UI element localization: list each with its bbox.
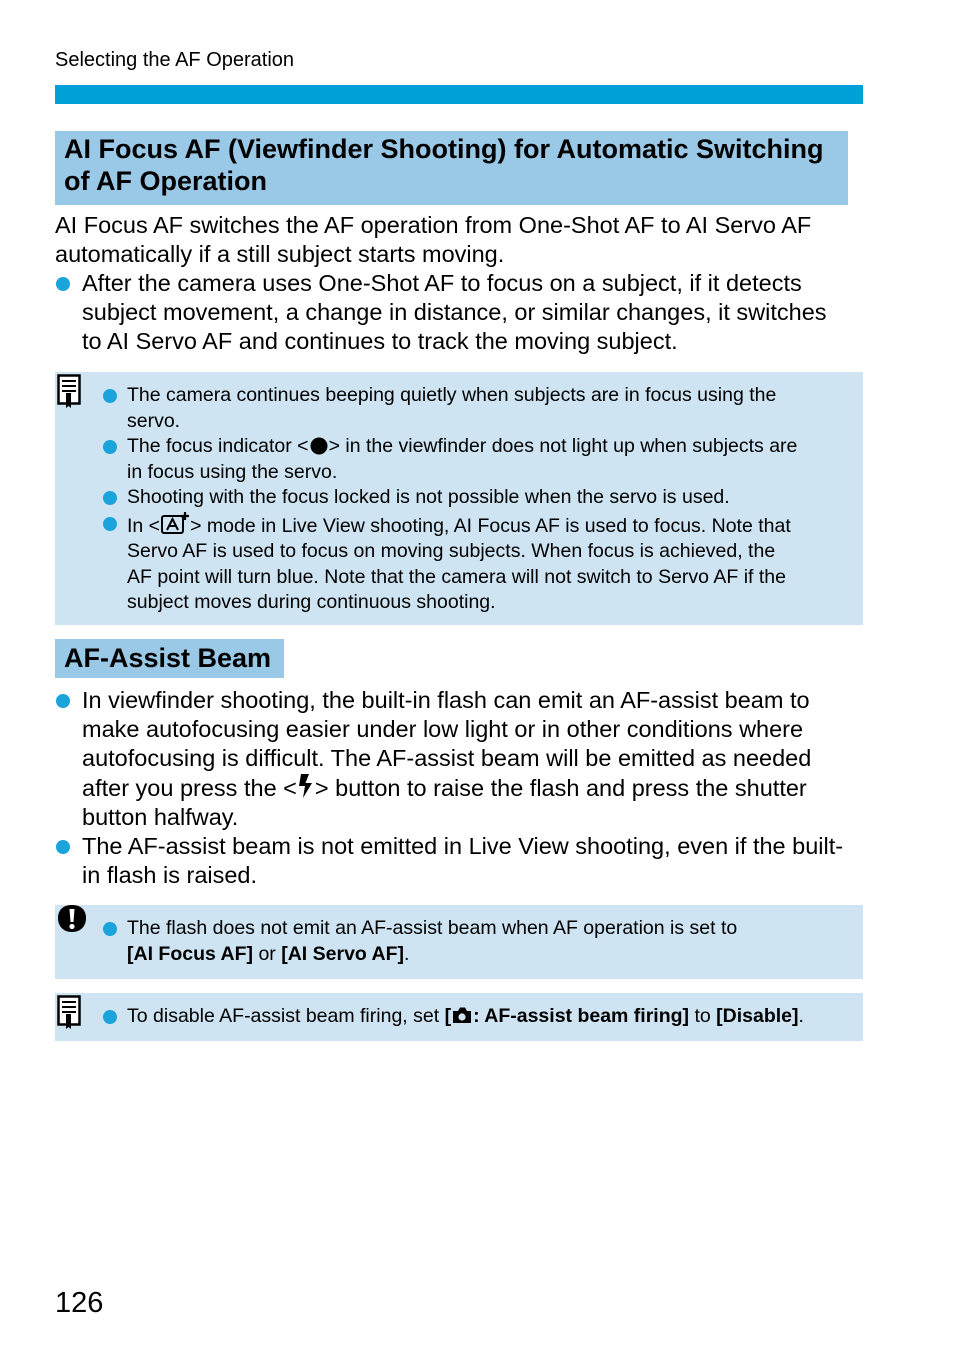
text-line: AI Focus AF switches the AF operation from One-Shot AF to AI Servo AF (55, 212, 812, 238)
text-line: subject movement, a change in distance, or similar changes, it switches (82, 299, 827, 325)
bullet-icon (103, 517, 117, 531)
text-line: to AI Servo AF and continues to track the moving subject. (82, 328, 678, 354)
memo-icon (57, 374, 83, 410)
text-line: button halfway. (82, 804, 239, 830)
text-line: servo. (127, 409, 181, 432)
text-span: > in the viewfinder does not light up when subjects are (328, 435, 798, 457)
bullet-list (55, 269, 865, 356)
text-span: [ (444, 1005, 452, 1027)
page-number: 126 (55, 1287, 104, 1319)
text-line: The AF-assist beam is not emitted in Live View shooting, even if the built- (82, 833, 844, 859)
list-item (127, 1004, 887, 1030)
intro-paragraph (55, 211, 811, 269)
text-span: after you press the < (82, 775, 297, 801)
text-span: In < (127, 514, 161, 537)
text-line: Servo AF is used to focus on moving subjects. When focus is achieved, the (127, 540, 776, 562)
text-line: Shooting with the focus locked is not possible when the servo is used. (127, 486, 730, 508)
menu-setting: : AF-assist beam firing] (473, 1005, 690, 1027)
text-line: autofocusing is difficult. The AF-assist beam will be emitted as needed (82, 745, 812, 771)
text-line (127, 434, 857, 460)
text-span: > mode in Live View shooting, AI Focus AF is used to focus. Note that (190, 514, 791, 537)
section-heading-af-assist-beam: AF-Assist Beam (55, 639, 284, 678)
text-line: automatically if a still subject starts moving. (55, 241, 505, 267)
text-span: To disable AF-assist beam firing, set (127, 1005, 445, 1027)
note-list (127, 383, 857, 616)
bullet-icon (103, 440, 117, 454)
list-item (127, 916, 857, 967)
list-item (55, 269, 865, 356)
text-span: or (253, 942, 282, 965)
memo-icon (57, 995, 83, 1031)
bullet-icon (103, 922, 117, 936)
focus-indicator-icon (309, 435, 329, 455)
text-span: . (404, 942, 410, 965)
bullet-icon (56, 694, 70, 708)
bullet-icon (103, 389, 117, 403)
text-line (82, 773, 865, 803)
text-span: . (798, 1005, 804, 1027)
caution-box (55, 905, 863, 979)
scene-intelligent-auto-icon (160, 511, 190, 535)
text-line: make autofocusing easier under low light or in other conditions where (82, 716, 804, 742)
bullet-icon (103, 1010, 117, 1024)
breadcrumb: Selecting the AF Operation (55, 49, 295, 71)
note-box (55, 993, 863, 1041)
section-heading-ai-focus (55, 131, 848, 205)
caution-icon (57, 905, 87, 935)
list-item (127, 485, 857, 511)
list-item (127, 383, 857, 434)
text-line (127, 511, 857, 540)
text-span: > button to raise the flash and press the shutter (314, 775, 807, 801)
note-list (127, 916, 857, 967)
text-line: in flash is raised. (82, 862, 258, 888)
text-line: in focus using the servo. (127, 460, 338, 483)
text-line: AF point will turn blue. Note that the camera will not switch to Servo AF if the (127, 565, 786, 588)
text-line: After the camera uses One-Shot AF to focus on a subject, if it detects (82, 270, 802, 296)
text-line (127, 1004, 887, 1030)
heading-line: AI Focus AF (Viewfinder Shooting) for Automatic Switching (64, 134, 824, 164)
bullet-icon (103, 491, 117, 505)
note-list (127, 1004, 887, 1030)
list-item (127, 511, 857, 616)
menu-value: [AI Focus AF] (127, 942, 254, 965)
header-accent-bar (55, 85, 863, 104)
bullet-icon (56, 277, 70, 291)
list-item (55, 686, 865, 832)
shooting-menu-camera-icon (451, 1006, 473, 1024)
bullet-list (55, 686, 865, 890)
text-span: The focus indicator < (127, 435, 309, 457)
menu-value: [AI Servo AF] (281, 942, 405, 965)
menu-value: [Disable] (716, 1005, 799, 1027)
text-span: to (689, 1005, 717, 1027)
text-line (127, 942, 857, 968)
bullet-icon (56, 840, 70, 854)
list-item (55, 832, 865, 890)
flash-icon (297, 773, 315, 799)
heading-line: of AF Operation (64, 166, 267, 196)
text-line: The flash does not emit an AF-assist beam when AF operation is set to (127, 917, 738, 939)
text-line: subject moves during continuous shooting. (127, 591, 496, 613)
list-item (127, 434, 857, 485)
text-line: In viewfinder shooting, the built-in flash can emit an AF-assist beam to (82, 687, 810, 713)
note-box (55, 372, 863, 625)
text-line: The camera continues beeping quietly when subjects are in focus using the (127, 384, 777, 406)
